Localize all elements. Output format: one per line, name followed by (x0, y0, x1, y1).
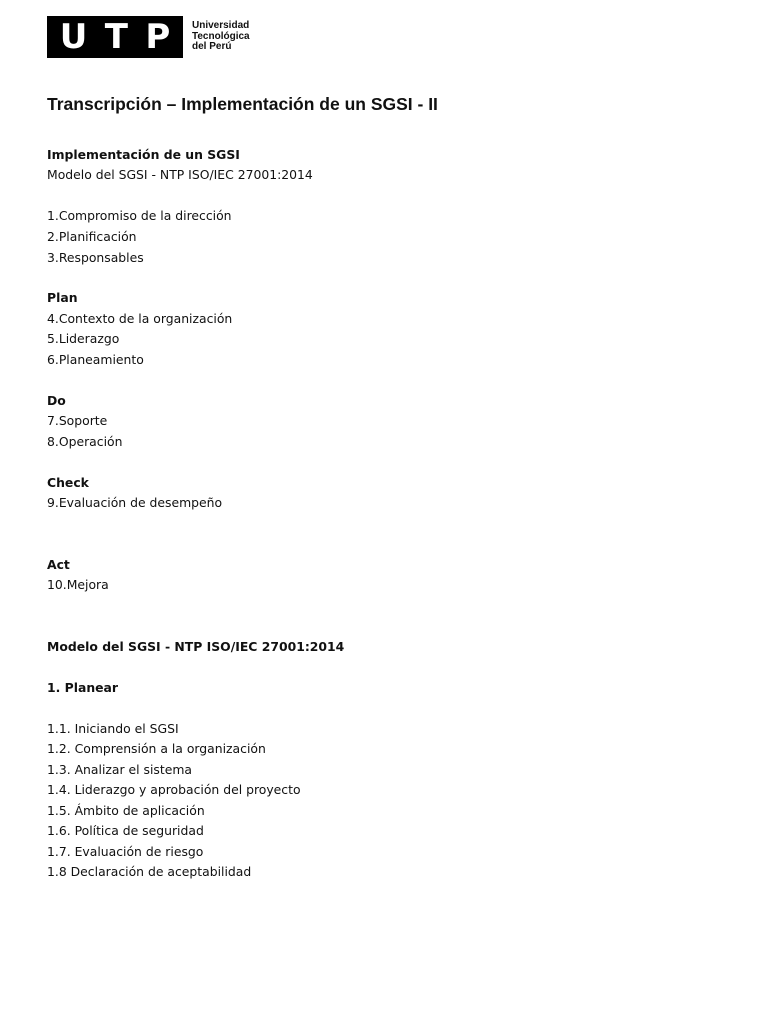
model-heading: Modelo del SGSI - NTP ISO/IEC 27001:2014 (47, 639, 345, 654)
plan-heading: Plan (47, 290, 78, 305)
list-item: 3.Responsables (47, 250, 144, 265)
list-item: 1.3. Analizar el sistema (47, 762, 193, 777)
intro-subheading: Modelo del SGSI - NTP ISO/IEC 27001:2014 (47, 167, 313, 182)
list-item: 2.Planificación (47, 229, 137, 244)
list-item: 1.8 Declaración de aceptabilidad (47, 864, 252, 879)
list-item: 1.4. Liderazgo y aprobación del proyecto (47, 782, 301, 797)
logo-text-line: Universidad (192, 20, 250, 31)
check-heading: Check (47, 475, 89, 490)
logo-text-line: Tecnológica (192, 30, 250, 42)
list-item: 8.Operación (47, 434, 123, 449)
logo-letter-t: T (104, 17, 128, 57)
logo-wordmark (192, 21, 250, 53)
utp-logo (47, 16, 250, 58)
list-item: 7.Soporte (47, 413, 108, 428)
logo-text-line: del Perú (192, 41, 232, 52)
list-item: 10.Mejora (47, 577, 109, 592)
list-item: 1.2. Comprensión a la organización (47, 741, 266, 756)
intro-heading: Implementación de un SGSI (47, 147, 240, 162)
logo-letter-u: U (59, 17, 88, 57)
model-section-heading: 1. Planear (47, 680, 119, 695)
list-item: 9.Evaluación de desempeño (47, 495, 223, 510)
list-item: 4.Contexto de la organización (47, 311, 233, 326)
list-item: 1.7. Evaluación de riesgo (47, 844, 204, 859)
page-title: Transcripción – Implementación de un SGSI - II (47, 94, 438, 114)
act-heading: Act (47, 557, 70, 572)
list-item: 1.5. Ámbito de aplicación (47, 803, 205, 818)
list-item: 1.1. Iniciando el SGSI (47, 721, 179, 736)
list-item: 5.Liderazgo (47, 331, 120, 346)
list-item: 1.6. Política de seguridad (47, 823, 204, 838)
list-item: 6.Planeamiento (47, 352, 144, 367)
utp-logo-mark (47, 16, 183, 58)
do-heading: Do (47, 393, 66, 408)
list-item: 1.Compromiso de la dirección (47, 208, 232, 223)
logo-letter-p: P (145, 17, 171, 57)
